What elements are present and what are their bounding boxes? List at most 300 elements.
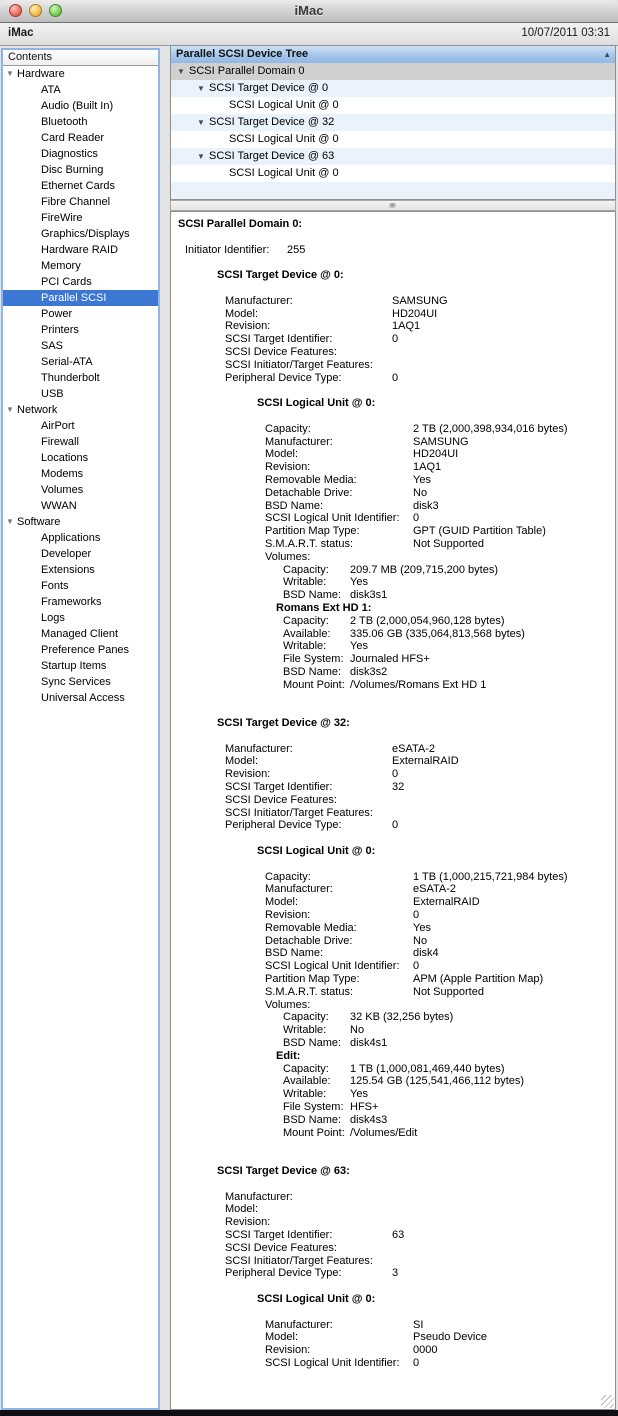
- sidebar-item-fonts[interactable]: [3, 578, 158, 594]
- detail-label: Capacity:: [283, 614, 329, 627]
- detail-row: [171, 1075, 615, 1088]
- detail-label: Capacity:: [283, 563, 329, 576]
- detail-value: Journaled HFS+: [350, 653, 430, 666]
- detail-row: [171, 909, 615, 922]
- detail-label: BSD Name:: [283, 589, 342, 602]
- detail-label: Mount Point:: [283, 678, 345, 691]
- sidebar-item-wwan[interactable]: [3, 498, 158, 514]
- detail-row: [171, 295, 615, 308]
- detail-label: Volumes:: [265, 998, 311, 1011]
- detail-value: No: [413, 934, 428, 947]
- detail-row: [171, 1319, 615, 1332]
- detail-value: 0: [392, 333, 399, 346]
- detail-row: [171, 986, 615, 999]
- detail-heading: [171, 218, 615, 231]
- detail-label: Manufacturer:: [225, 742, 293, 755]
- detail-label: Available:: [283, 1075, 331, 1088]
- sidebar-section-software[interactable]: [3, 514, 158, 530]
- sidebar-item-diagnostics[interactable]: [3, 146, 158, 162]
- sidebar-item-label: Power: [41, 308, 73, 320]
- sidebar-item-parallel-scsi[interactable]: [3, 290, 158, 306]
- detail-row: [171, 781, 615, 794]
- sidebar-item-developer[interactable]: [3, 546, 158, 562]
- detail-spacer: [171, 1152, 615, 1165]
- detail-label: BSD Name:: [283, 665, 342, 678]
- detail-row: [171, 423, 615, 436]
- detail-label: SCSI Logical Unit @ 0:: [257, 1292, 376, 1305]
- close-button[interactable]: [9, 4, 22, 17]
- detail-label: SCSI Logical Unit Identifier:: [265, 512, 400, 525]
- detail-spacer: [171, 1178, 615, 1191]
- tree-row-label: SCSI Logical Unit @ 0: [229, 99, 339, 111]
- detail-row: [171, 372, 615, 385]
- sidebar-item-label: Hardware RAID: [41, 244, 119, 256]
- disclosure-triangle-icon[interactable]: ▼: [197, 118, 205, 127]
- detail-value: 255: [287, 243, 306, 256]
- sidebar-item-label: Network: [17, 404, 58, 416]
- sidebar-item-label: Bluetooth: [41, 116, 88, 128]
- detail-label: Detachable Drive:: [265, 934, 353, 947]
- detail-label: Manufacturer:: [265, 1318, 333, 1331]
- detail-value: disk4: [413, 947, 439, 960]
- sidebar-item-label: Managed Client: [41, 628, 119, 640]
- sidebar-item-label: Developer: [41, 548, 92, 560]
- detail-panel: [170, 211, 616, 1410]
- detail-value: disk3s2: [350, 665, 388, 678]
- detail-row: [171, 794, 615, 807]
- detail-spacer: [171, 1280, 615, 1293]
- detail-label: Revision:: [265, 909, 311, 922]
- detail-row: [171, 973, 615, 986]
- detail-value: 2 TB (2,000,054,960,128 bytes): [350, 614, 505, 627]
- detail-row: [171, 512, 615, 525]
- sidebar-item-label: Diagnostics: [41, 148, 98, 160]
- detail-row: [171, 474, 615, 487]
- sidebar-item-universal-access[interactable]: [3, 690, 158, 706]
- detail-value: /Volumes/Edit: [350, 1126, 418, 1139]
- detail-label: SCSI Device Features:: [225, 345, 337, 358]
- detail-value: 0: [392, 371, 399, 384]
- detail-row: [171, 922, 615, 935]
- detail-heading: [171, 717, 615, 730]
- detail-heading: [171, 269, 615, 282]
- sidebar-item-logs[interactable]: [3, 610, 158, 626]
- sidebar-item-airport[interactable]: [3, 418, 158, 434]
- tree-row-scsi-logical-unit-0[interactable]: [171, 97, 615, 114]
- splitter-grabber-icon[interactable]: [389, 203, 396, 208]
- detail-value: SAMSUNG: [392, 294, 448, 307]
- detail-label: SCSI Target Device @ 32:: [217, 717, 350, 730]
- disclosure-triangle-icon[interactable]: ▼: [6, 69, 14, 78]
- detail-heading: [171, 1050, 615, 1063]
- disclosure-triangle-icon[interactable]: ▼: [197, 84, 205, 93]
- disclosure-triangle-icon[interactable]: ▼: [197, 152, 205, 161]
- sidebar-item-label: Volumes: [41, 484, 84, 496]
- detail-row: [171, 768, 615, 781]
- tree-row-label: SCSI Target Device @ 32: [209, 116, 335, 128]
- report-info-bar: [0, 23, 618, 46]
- detail-label: Writable:: [283, 640, 327, 653]
- detail-label: Manufacturer:: [225, 294, 293, 307]
- detail-row: [171, 461, 615, 474]
- sidebar-item-label: AirPort: [41, 420, 75, 432]
- contents-sidebar: [1, 48, 160, 1410]
- detail-value: 0: [413, 960, 420, 973]
- sidebar-item-label: Preference Panes: [41, 644, 130, 656]
- detail-value: 0000: [413, 1344, 438, 1357]
- detail-value: disk3s1: [350, 589, 388, 602]
- detail-row: [171, 1357, 615, 1370]
- sidebar-item-bluetooth[interactable]: [3, 114, 158, 130]
- sidebar-item-sync-services[interactable]: [3, 674, 158, 690]
- sidebar-list: [3, 66, 158, 706]
- detail-row: [171, 653, 615, 666]
- detail-spacer: [171, 384, 615, 397]
- panel-splitter[interactable]: [170, 200, 616, 211]
- detail-row: [171, 576, 615, 589]
- detail-label: Volumes:: [265, 550, 311, 563]
- detail-label: Partition Map Type:: [265, 973, 360, 986]
- detail-label: File System:: [283, 1100, 344, 1113]
- detail-value: 2 TB (2,000,398,934,016 bytes): [413, 422, 568, 435]
- detail-label: Manufacturer:: [265, 435, 333, 448]
- report-timestamp: 10/07/2011 03:31: [521, 27, 610, 39]
- detail-label: BSD Name:: [265, 947, 324, 960]
- sidebar-item-label: Sync Services: [41, 676, 111, 688]
- detail-row: [171, 1101, 615, 1114]
- tree-row-label: SCSI Target Device @ 63: [209, 150, 335, 162]
- detail-label: SCSI Device Features:: [225, 793, 337, 806]
- detail-value: Yes: [350, 576, 368, 589]
- detail-label: Capacity:: [265, 870, 311, 883]
- device-tree-title: Parallel SCSI Device Tree: [176, 48, 309, 60]
- detail-row: [171, 743, 615, 756]
- sidebar-item-locations[interactable]: [3, 450, 158, 466]
- sidebar-item-disc-burning[interactable]: [3, 162, 158, 178]
- detail-row: [171, 1344, 615, 1357]
- sidebar-item-label: Thunderbolt: [41, 372, 100, 384]
- detail-label: Model:: [225, 755, 259, 768]
- sidebar-item-label: Graphics/Displays: [41, 228, 130, 240]
- disclosure-triangle-icon[interactable]: ▼: [6, 405, 14, 414]
- sidebar-item-memory[interactable]: [3, 258, 158, 274]
- detail-row: [171, 448, 615, 461]
- sidebar-item-startup-items[interactable]: [3, 658, 158, 674]
- detail-value: 63: [392, 1228, 405, 1241]
- sidebar-item-label: Extensions: [41, 564, 95, 576]
- detail-label: S.M.A.R.T. status:: [265, 537, 354, 550]
- detail-heading: [171, 1293, 615, 1306]
- detail-row: [171, 1127, 615, 1140]
- detail-label: Capacity:: [283, 1011, 329, 1024]
- sidebar-item-card-reader[interactable]: [3, 130, 158, 146]
- tree-row-scsi-target-device-63[interactable]: [171, 148, 615, 165]
- sidebar-item-label: Fonts: [41, 580, 69, 592]
- sidebar-item-firewire[interactable]: [3, 210, 158, 226]
- detail-value: Yes: [350, 640, 368, 653]
- detail-label: Model:: [225, 307, 259, 320]
- detail-label: S.M.A.R.T. status:: [265, 985, 354, 998]
- detail-row: [171, 1063, 615, 1076]
- detail-value: No: [350, 1024, 365, 1037]
- detail-row: [171, 1216, 615, 1229]
- detail-value: HD204UI: [392, 307, 438, 320]
- detail-row: [171, 1088, 615, 1101]
- detail-row: [171, 1331, 615, 1344]
- detail-spacer: [171, 282, 615, 295]
- detail-label: BSD Name:: [283, 1037, 342, 1049]
- detail-row: [171, 1242, 615, 1255]
- detail-row: [171, 628, 615, 641]
- sidebar-item-ethernet-cards[interactable]: [3, 178, 158, 194]
- sidebar-item-label: Parallel SCSI: [41, 292, 107, 304]
- detail-label: SCSI Target Identifier:: [225, 1228, 333, 1241]
- detail-label: Partition Map Type:: [265, 525, 360, 538]
- sidebar-item-sas[interactable]: [3, 338, 158, 354]
- detail-label: SCSI Logical Unit @ 0:: [257, 397, 376, 410]
- sidebar-item-label: SAS: [41, 340, 64, 352]
- detail-value: 335.06 GB (335,064,813,568 bytes): [350, 627, 525, 640]
- detail-label: Revision:: [225, 1216, 271, 1229]
- tree-row-scsi-parallel-domain-0[interactable]: [171, 63, 615, 80]
- detail-label: Writable:: [283, 1088, 327, 1101]
- sort-ascending-icon[interactable]: ▲: [603, 50, 611, 59]
- detail-label: Model:: [225, 1203, 259, 1216]
- sidebar-item-thunderbolt[interactable]: [3, 370, 158, 386]
- detail-row: [171, 1191, 615, 1204]
- sidebar-item-label: Printers: [41, 324, 79, 336]
- detail-label: SCSI Logical Unit Identifier:: [265, 960, 400, 973]
- detail-value: 3: [392, 1267, 399, 1280]
- detail-label: SCSI Target Device @ 63:: [217, 1164, 350, 1177]
- sidebar-item-frameworks[interactable]: [3, 594, 158, 610]
- sidebar-item-label: Modems: [41, 468, 84, 480]
- sidebar-item-serial-ata[interactable]: [3, 354, 158, 370]
- sidebar-item-label: Software: [17, 516, 61, 528]
- detail-value: GPT (GUID Partition Table): [413, 525, 546, 538]
- sidebar-item-extensions[interactable]: [3, 562, 158, 578]
- sidebar-item-hardware-raid[interactable]: [3, 242, 158, 258]
- sidebar-item-modems[interactable]: [3, 466, 158, 482]
- sidebar-item-ata[interactable]: [3, 82, 158, 98]
- detail-value: disk3: [413, 499, 439, 512]
- tree-row-scsi-target-device-32[interactable]: [171, 114, 615, 131]
- sidebar-item-label: FireWire: [41, 212, 83, 224]
- detail-row: [171, 320, 615, 333]
- detail-row: [171, 947, 615, 960]
- detail-value: eSATA-2: [392, 742, 435, 755]
- detail-label: Mount Point:: [283, 1126, 345, 1139]
- detail-row: [171, 935, 615, 948]
- sidebar-item-label: Hardware: [17, 68, 65, 80]
- sidebar-item-label: Locations: [41, 452, 89, 464]
- detail-spacer: [171, 410, 615, 423]
- sidebar-item-printers[interactable]: [3, 322, 158, 338]
- detail-value: 32 KB (32,256 bytes): [350, 1011, 454, 1024]
- detail-value: eSATA-2: [413, 883, 456, 896]
- sidebar-item-preference-panes[interactable]: [3, 642, 158, 658]
- detail-spacer: [171, 730, 615, 743]
- detail-label: SCSI Target Device @ 0:: [217, 269, 344, 282]
- sidebar-item-volumes[interactable]: [3, 482, 158, 498]
- sidebar-item-fibre-channel[interactable]: [3, 194, 158, 210]
- detail-label: Manufacturer:: [225, 1190, 293, 1203]
- tree-row-label: SCSI Target Device @ 0: [209, 82, 329, 94]
- detail-value: 209.7 MB (209,715,200 bytes): [350, 563, 498, 576]
- disclosure-triangle-icon[interactable]: ▼: [6, 517, 14, 526]
- detail-row: [171, 819, 615, 832]
- detail-row: [171, 1203, 615, 1216]
- disclosure-triangle-icon[interactable]: ▼: [177, 67, 185, 76]
- sidebar-item-graphics-displays[interactable]: [3, 226, 158, 242]
- device-tree-list: [171, 63, 615, 199]
- sidebar-item-audio-built-in[interactable]: [3, 98, 158, 114]
- detail-heading: [171, 397, 615, 410]
- detail-row: [171, 1114, 615, 1127]
- sidebar-item-label: Ethernet Cards: [41, 180, 115, 192]
- detail-label: Romans Ext HD 1:: [276, 601, 372, 614]
- sidebar-item-label: Startup Items: [41, 660, 107, 672]
- detail-row: [171, 308, 615, 321]
- device-tree-panel: [170, 45, 616, 200]
- detail-label: SCSI Logical Unit Identifier:: [265, 1356, 400, 1369]
- detail-value: /Volumes/Romans Ext HD 1: [350, 678, 487, 691]
- detail-value: 1 TB (1,000,215,721,984 bytes): [413, 870, 568, 883]
- detail-label: SCSI Target Identifier:: [225, 781, 333, 794]
- titlebar: [0, 0, 618, 23]
- detail-value: 0: [392, 768, 399, 781]
- detail-row: [171, 1229, 615, 1242]
- sidebar-item-firewall[interactable]: [3, 434, 158, 450]
- detail-label: File System:: [283, 653, 344, 666]
- detail-spacer: [171, 832, 615, 845]
- detail-label: Peripheral Device Type:: [225, 371, 342, 384]
- detail-row: [171, 1255, 615, 1268]
- tree-row-scsi-logical-unit-0[interactable]: [171, 165, 615, 182]
- sidebar-item-label: USB: [41, 388, 64, 400]
- tree-row-label: SCSI Parallel Domain 0: [189, 65, 305, 77]
- detail-value: SI: [413, 1318, 424, 1331]
- detail-value: 0: [392, 819, 399, 832]
- detail-spacer: [171, 1139, 615, 1152]
- detail-value: Yes: [350, 1088, 368, 1101]
- detail-label: BSD Name:: [265, 499, 324, 512]
- sidebar-item-usb[interactable]: [3, 386, 158, 402]
- detail-label: Peripheral Device Type:: [225, 819, 342, 832]
- device-tree-header[interactable]: [171, 46, 615, 64]
- sidebar-item-applications[interactable]: [3, 530, 158, 546]
- detail-value: APM (Apple Partition Map): [413, 973, 544, 986]
- detail-row: [171, 807, 615, 820]
- detail-row: [171, 679, 615, 692]
- sidebar-section-network[interactable]: [3, 402, 158, 418]
- sidebar-item-pci-cards[interactable]: [3, 274, 158, 290]
- sidebar-item-label: ATA: [41, 84, 61, 96]
- detail-label: Removable Media:: [265, 473, 357, 486]
- detail-row: [171, 1011, 615, 1024]
- sidebar-section-hardware[interactable]: [3, 66, 158, 82]
- sidebar-item-label: Fibre Channel: [41, 196, 111, 208]
- detail-label: Model:: [265, 896, 299, 909]
- computer-name-label: iMac: [8, 27, 34, 39]
- sidebar-item-label: Audio (Built In): [41, 100, 114, 112]
- detail-label: SCSI Target Identifier:: [225, 333, 333, 346]
- detail-value: SAMSUNG: [413, 435, 469, 448]
- detail-label: Capacity:: [265, 422, 311, 435]
- detail-row: [171, 755, 615, 768]
- detail-row: [171, 666, 615, 679]
- detail-value: ExternalRAID: [392, 755, 459, 768]
- detail-row: [171, 589, 615, 602]
- detail-value: HFS+: [350, 1100, 379, 1113]
- detail-label: Initiator Identifier:: [185, 243, 270, 256]
- tree-row-scsi-target-device-0[interactable]: [171, 80, 615, 97]
- detail-label: Available:: [283, 627, 331, 640]
- detail-content: [171, 218, 615, 1370]
- detail-value: 0: [413, 512, 420, 525]
- detail-row: [171, 564, 615, 577]
- tree-row-label: SCSI Logical Unit @ 0: [229, 167, 339, 179]
- detail-label: Revision:: [225, 768, 271, 781]
- detail-row: [171, 525, 615, 538]
- window-bottom-edge: [0, 1410, 618, 1416]
- detail-row: [171, 359, 615, 372]
- detail-value: 0: [413, 909, 420, 922]
- detail-heading: [171, 1165, 615, 1178]
- detail-row: [171, 538, 615, 551]
- detail-row: [171, 500, 615, 513]
- detail-row: [171, 1024, 615, 1037]
- detail-spacer: [171, 1306, 615, 1319]
- detail-label: Manufacturer:: [265, 883, 333, 896]
- detail-label: Writable:: [283, 1024, 327, 1037]
- detail-label: Capacity:: [283, 1062, 329, 1075]
- zoom-button[interactable]: [49, 4, 62, 17]
- detail-label: SCSI Logical Unit @ 0:: [257, 845, 376, 858]
- detail-row: [171, 244, 615, 257]
- detail-row: [171, 487, 615, 500]
- detail-row: [171, 436, 615, 449]
- detail-row: [171, 551, 615, 564]
- detail-value: HD204UI: [413, 448, 459, 461]
- resize-grip-icon[interactable]: [601, 1395, 614, 1408]
- sidebar-item-label: Firewall: [41, 436, 79, 448]
- detail-value: ExternalRAID: [413, 896, 480, 909]
- detail-value: 1 TB (1,000,081,469,440 bytes): [350, 1062, 505, 1075]
- detail-value: 32: [392, 781, 405, 794]
- detail-label: SCSI Device Features:: [225, 1241, 337, 1254]
- detail-row: [171, 871, 615, 884]
- sidebar-item-label: Logs: [41, 612, 65, 624]
- window-title: iMac: [294, 3, 324, 18]
- sidebar-item-managed-client[interactable]: [3, 626, 158, 642]
- detail-value: Not Supported: [413, 537, 484, 550]
- detail-spacer: [171, 231, 615, 244]
- detail-spacer: [171, 858, 615, 871]
- detail-label: Peripheral Device Type:: [225, 1267, 342, 1280]
- sidebar-item-label: Memory: [41, 260, 81, 272]
- detail-label: Removable Media:: [265, 921, 357, 934]
- detail-label: SCSI Parallel Domain 0:: [178, 218, 303, 230]
- detail-label: Revision:: [265, 461, 311, 474]
- detail-value: disk4s3: [350, 1113, 388, 1126]
- tree-row-scsi-logical-unit-0[interactable]: [171, 131, 615, 148]
- detail-spacer: [171, 256, 615, 269]
- detail-row: [171, 640, 615, 653]
- sidebar-item-power[interactable]: [3, 306, 158, 322]
- detail-value: 1AQ1: [413, 461, 442, 474]
- minimize-button[interactable]: [29, 4, 42, 17]
